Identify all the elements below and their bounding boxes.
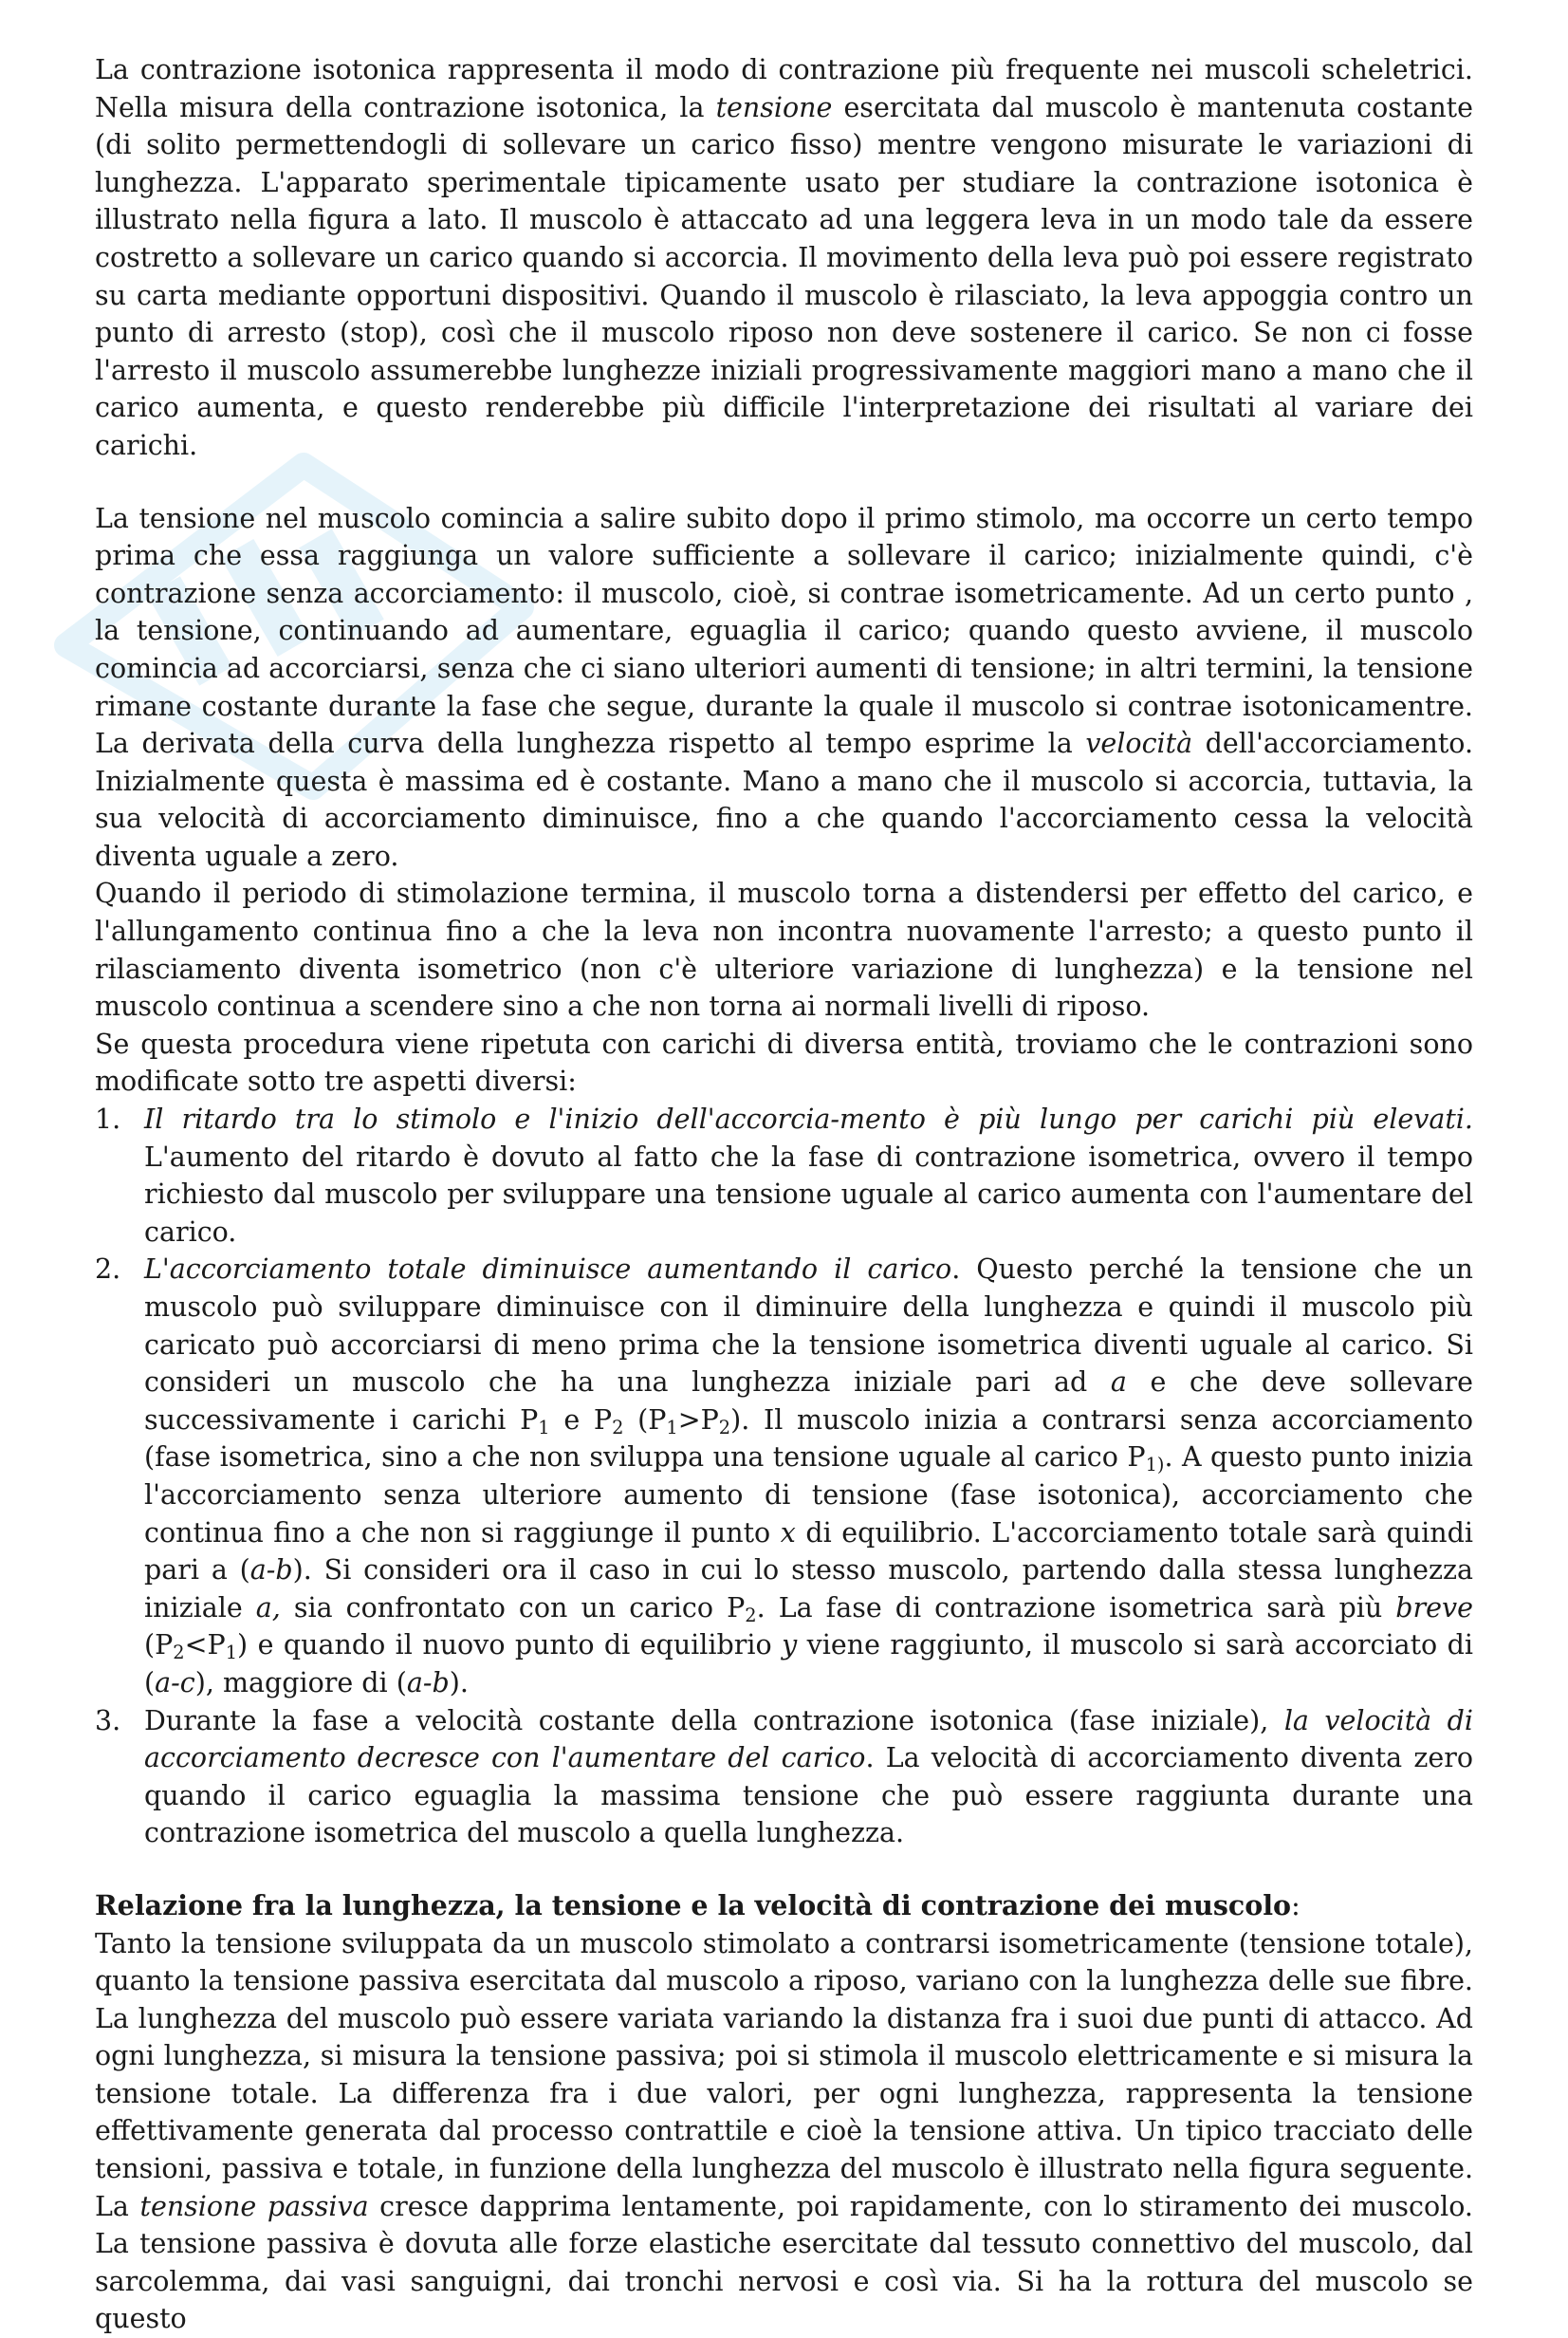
emphasis-text: L'accorciamento totale diminuisce aumentando il carico xyxy=(144,1253,951,1285)
subscript: 2 xyxy=(173,1642,184,1663)
text-span: ). xyxy=(450,1667,469,1698)
list-number: 1. xyxy=(95,1101,120,1139)
text-span: ). Il muscolo inizia a contrarsi senza accorciamento (fase isometrica, sino a che non sviluppa una tensione uguale al carico P xyxy=(144,1404,1473,1474)
emphasis-text: la velocità di accorciamento decresce con l'aumentare del carico xyxy=(144,1705,1473,1774)
text-span: ) e quando il nuovo punto di equilibrio xyxy=(237,1629,782,1661)
section-heading: Relazione fra la lunghezza, la tensione e la velocità di contrazione dei muscolo xyxy=(95,1889,1291,1921)
subscript: 2 xyxy=(719,1417,730,1438)
text-span: La tensione nel muscolo comincia a salire subito dopo il primo stimolo, ma occorre un certo tempo prima che essa raggiunga un valore sufficiente a sollevare il carico; inizialmente quindi, c'è contrazione senza accorciamento: il muscolo, cioè, si contrae isometricamente. Ad un certo punto , la tensione, continuando ad aumentare, eguaglia il carico; quando questo avviene, il muscolo comincia ad accorciarsi, senza che ci siano ulteriori aumenti di tensione; in altri termini, la tensione rimane costante durante la fase che segue, durante la quale il muscolo si contrae isotonicamentre. La derivata della curva della lunghezza rispetto al tempo esprime la xyxy=(95,503,1473,760)
emphasis-text: a-c xyxy=(155,1667,195,1698)
numbered-list xyxy=(95,1101,1473,1852)
text-span: <P xyxy=(185,1629,226,1661)
subscript: 1 xyxy=(666,1417,677,1438)
text-span: ). Si consideri ora il caso in cui lo stesso muscolo, partendo dalla stessa lunghezza iniziale xyxy=(144,1554,1473,1624)
section-heading-line xyxy=(95,1887,1473,1925)
paragraph-isotonic-intro xyxy=(95,51,1473,465)
paragraph-length-tension xyxy=(95,1925,1473,2338)
text-span: e che deve sollevare successivamente i carichi P xyxy=(144,1366,1473,1436)
heading-colon: : xyxy=(1291,1890,1301,1921)
text-span: viene raggiunto, il muscolo si sarà accorciato di ( xyxy=(144,1629,1473,1698)
text-span: e P xyxy=(550,1404,612,1436)
paragraph-tension-rise xyxy=(95,500,1473,876)
emphasis-velocita: velocità xyxy=(1085,728,1192,759)
emphasis-text: a, xyxy=(256,1592,281,1624)
paragraph-gap xyxy=(95,465,1473,500)
emphasis-text: a-b xyxy=(407,1667,450,1698)
text-span: L'aumento del ritardo è dovuto al fatto che la fase di contrazione isometrica, ovvero il tempo richiesto dal muscolo per sviluppare una tensione uguale al carico aumenta con l'aumentare del carico. xyxy=(144,1141,1473,1248)
text-span: Tanto la tensione sviluppata da un muscolo stimolato a contrarsi isometricamente (tensione totale), quanto la tensione passiva esercitata dal muscolo a riposo, variano con la lunghezza delle sue fibre. La lunghezza del muscolo può essere variata variando la distanza fra i suoi due punti di attacco. Ad ogni lunghezza, si misura la tensione passiva; poi si stimola il muscolo elettricamente e si misura la tensione totale. La differenza fra i due valori, per ogni lunghezza, rappresenta la tensione effettivamente generata dal processo contrattile e cioè la tensione attiva. Un tipico tracciato delle tensioni, passiva e totale, in funzione della lunghezza del muscolo è illustrato nella figura seguente. La xyxy=(95,1928,1473,2222)
list-item xyxy=(95,1702,1473,1852)
subscript: 2 xyxy=(745,1605,756,1626)
paragraph-relaxation: Quando il periodo di stimolazione termina, il muscolo torna a distendersi per effetto del carico, e l'allungamento continua fino a che la leva non incontra nuovamente l'arresto; a questo punto il rilasciamento diventa isometrico (non c'è ulteriore variazione di lunghezza) e la tensione nel muscolo continua a scendere sino a che non torna ai normali livelli di riposo. xyxy=(95,875,1473,1025)
emphasis-tensione-passiva: tensione passiva xyxy=(140,2191,369,2222)
list-number: 3. xyxy=(95,1702,120,1740)
text-span: cresce dapprima lentamente, poi rapidamente, con lo stiramento dei muscolo. La tensione passiva è dovuta alle forze elastiche esercitate dal tessuto connettivo del muscolo, dal sarcolemma, dai vasi sanguigni, dai tronchi nervosi e così via. Si ha la rottura del muscolo se questo xyxy=(95,2191,1473,2335)
subscript: 2 xyxy=(612,1417,623,1438)
subscript: 1 xyxy=(226,1642,237,1663)
text-span: >P xyxy=(678,1404,719,1436)
emphasis-tensione: tensione xyxy=(716,92,833,123)
text-span: . A questo punto inizia l'accorciamento senza ulteriore aumento di tensione (fase isotonica), accorciamento che continua fino a che non si raggiunge il punto xyxy=(144,1441,1473,1548)
text-span: . La velocità di accorciamento diventa zero quando il carico eguaglia la massima tensione che può essere raggiunta durante una contrazione isometrica del muscolo a quella lunghezza. xyxy=(144,1742,1473,1848)
paragraph-gap xyxy=(95,1852,1473,1887)
text-span: . La fase di contrazione isometrica sarà più xyxy=(757,1592,1396,1624)
text-span: . Questo perché la tensione che un muscolo può sviluppare diminuisce con il diminuire della lunghezza e quindi il muscolo più caricato può accorciarsi di meno prima che la tensione isometrica diventi uguale al carico. Si consideri un muscolo che ha una lunghezza iniziale pari ad xyxy=(144,1253,1473,1398)
text-span: ), maggiore di ( xyxy=(195,1667,407,1698)
emphasis-text: Il ritardo tra lo stimolo e l'inizio dell'accorcia-mento è più lungo per carichi più elevati. xyxy=(144,1104,1473,1135)
text-span: La contrazione isotonica rappresenta il modo di contrazione più frequente nei muscoli scheletrici. Nella misura della contrazione isotonica, la xyxy=(95,54,1473,123)
text-span: Durante la fase a velocità costante della contrazione isotonica (fase iniziale), xyxy=(144,1705,1284,1736)
subscript: 1) xyxy=(1146,1454,1165,1475)
text-span: esercitata dal muscolo è mantenuta costante (di solito permettendogli di sollevare un carico fisso) mentre vengono misurate le variazioni di lunghezza. L'apparato sperimentale tipicamente usato per studiare la contrazione isotonica è illustrato nella figura a lato. Il muscolo è attaccato ad una leggera leva in un modo tale da essere costretto a sollevare un carico quando si accorcia. Il movimento della leva può poi essere registrato su carta mediante opportuni dispositivi. Quando il muscolo è rilasciato, la leva appoggia contro un punto di arresto (stop), così che il muscolo riposo non deve sostenere il carico. Se non ci fosse l'arresto il muscolo assumerebbe lunghezze iniziali progressivamente maggiori mano a mano che il carico aumenta, e questo renderebbe più difficile l'interpretazione dei risultati al variare dei carichi. xyxy=(95,92,1473,461)
emphasis-text: y xyxy=(782,1629,797,1661)
text-span: di equilibrio. L'accorciamento totale sarà quindi pari a ( xyxy=(144,1517,1473,1586)
emphasis-text: a-b xyxy=(250,1554,293,1586)
paragraph-procedure: Se questa procedura viene ripetuta con carichi di diversa entità, troviamo che le contrazioni sono modificate sotto tre aspetti diversi: xyxy=(95,1026,1473,1101)
emphasis-text: x xyxy=(781,1517,796,1549)
list-item xyxy=(95,1101,1473,1251)
text-span: (P xyxy=(623,1404,666,1436)
document-page xyxy=(95,51,1473,2338)
subscript: 1 xyxy=(538,1417,549,1438)
emphasis-text: a xyxy=(1111,1366,1127,1398)
text-span: (P xyxy=(144,1629,173,1661)
list-number: 2. xyxy=(95,1251,120,1289)
text-span: dell'accorciamento. Inizialmente questa è massima ed è costante. Mano a mano che il muscolo si accorcia, tuttavia, la sua velocità di accorciamento diminuisce, fino a che quando l'accorciamento cessa la velocità diventa uguale a zero. xyxy=(95,728,1473,872)
list-item xyxy=(95,1251,1473,1701)
text-span: sia confrontato con un carico P xyxy=(281,1592,745,1624)
emphasis-text: breve xyxy=(1395,1592,1473,1624)
